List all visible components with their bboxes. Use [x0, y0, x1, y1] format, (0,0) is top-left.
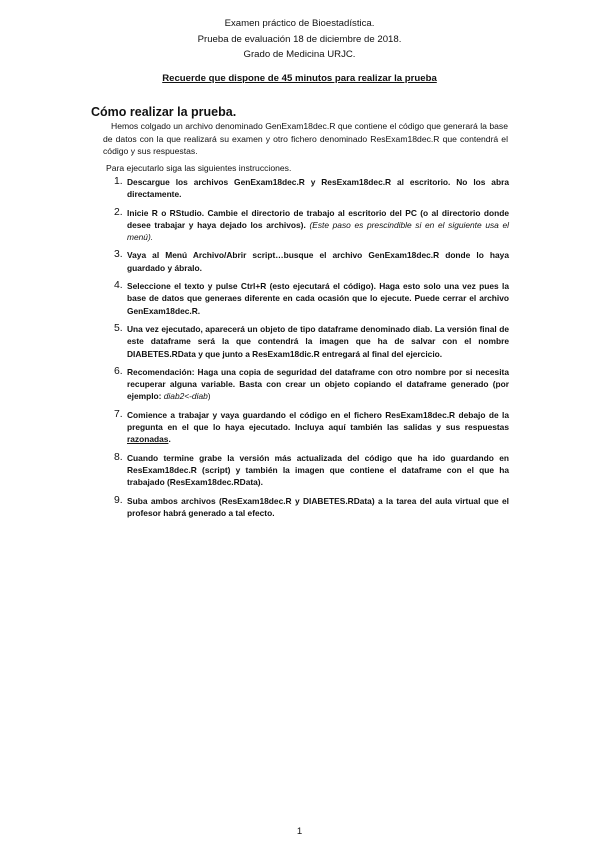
document-header	[0, 16, 599, 63]
instruction-list	[114, 176, 509, 519]
step-number: 6.	[114, 365, 123, 377]
step-text: Vaya al Menú Archivo/Abrir script…busque el archivo GenExam18dec.R donde lo haya guardado y ábralo.	[127, 250, 509, 273]
step-text: Descargue los archivos GenExam18dec.R y ResExam18dec.R al escritorio. No los abra directamente.	[127, 177, 509, 200]
header-exam-title: Examen práctico de Bioestadística.	[224, 18, 375, 29]
instruction-step	[114, 176, 509, 201]
step-text: Seleccione el texto y pulse Ctrl+R (esto ejecutará el código). Haga esto solo una vez pues la base de datos que generaes diferente en cada ocasión que lo ejecute. Puede cerrar el archivo GenExam18dec.R.	[127, 281, 509, 316]
instruction-step	[114, 323, 509, 360]
step-number: 4.	[114, 280, 123, 292]
step-number: 1.	[114, 176, 123, 187]
step-text: Recomendación: Haga una copia de seguridad del dataframe con otro nombre por si necesita recuperar alguna variable. Basta con crear un objeto copiando el dataframe generado (por ejemplo:	[127, 366, 509, 402]
instruction-step	[114, 495, 509, 520]
step-example: diab2<-diab	[163, 391, 208, 402]
time-notice: Recuerde que dispone de 45 minutos para realizar la prueba	[162, 73, 437, 84]
step-number: 8.	[114, 451, 123, 463]
step-text: Suba ambos archivos (ResExam18dec.R y DIABETES.RData) a la tarea del aula virtual que el profesor habrá generado a tal efecto.	[127, 495, 509, 518]
intro-paragraph: Hemos colgado un archivo denominado GenExam18dec.R que contiene el código que generará la base de datos con la que realizará su examen y otro fichero denominado ResExam18dec.R que contendrá el código y sus respuestas.	[103, 121, 508, 156]
step-number: 2.	[114, 206, 123, 218]
section-title: Cómo realizar la prueba.	[91, 105, 237, 119]
step-number: 7.	[114, 408, 123, 420]
step-note: (Este paso es prescindible si en el siguiente usa el menú).	[127, 219, 509, 243]
step-number: 5.	[114, 322, 123, 334]
page-number: 1	[296, 826, 303, 837]
step-text: Una vez ejecutado, aparecerá un objeto de tipo dataframe denominado diab. La versión final de este dataframe será la que contendrá la imagen que ha de salvar con el nombre DIABETES.RData y que junto a ResExam18dic.R entregará al final del ejercicio.	[127, 323, 509, 359]
instruction-step	[114, 452, 509, 489]
header-exam-date: Prueba de evaluación 18 de diciembre de 2018.	[197, 33, 402, 45]
step-text: Cuando termine grabe la versión más actualizada del código que ha ido guardando en ResExam18dec.R (script) y también la imagen que contiene el dataframe con el que ha trabajado (ResExam18dec.RData).	[127, 452, 509, 488]
instruction-step	[114, 409, 509, 446]
step-tail: )	[207, 391, 211, 402]
header-degree: Grado de Medicina URJC.	[243, 49, 356, 60]
instructions-lead: Para ejecutarlo siga las siguientes instrucciones.	[106, 163, 292, 173]
step-number: 9.	[114, 494, 123, 506]
instruction-step	[114, 249, 509, 274]
step-tail: .	[168, 434, 171, 445]
step-text: Comience a trabajar y vaya guardando el código en el fichero ResExam18dec.R debajo de la pregunta en el que lo haya ejecutado. Incluya aquí también las salidas y sus respuestas	[127, 409, 509, 433]
instruction-step	[114, 207, 509, 244]
instruction-step	[114, 366, 509, 403]
step-text: Inicie R o RStudio. Cambie el directorio de trabajo al escritorio del PC (o al directorio donde desee trabajar y haya dejado los archivos).	[127, 207, 509, 230]
instruction-step	[114, 280, 509, 317]
step-underlined-word: razonadas	[127, 434, 169, 445]
step-number: 3.	[114, 249, 123, 261]
